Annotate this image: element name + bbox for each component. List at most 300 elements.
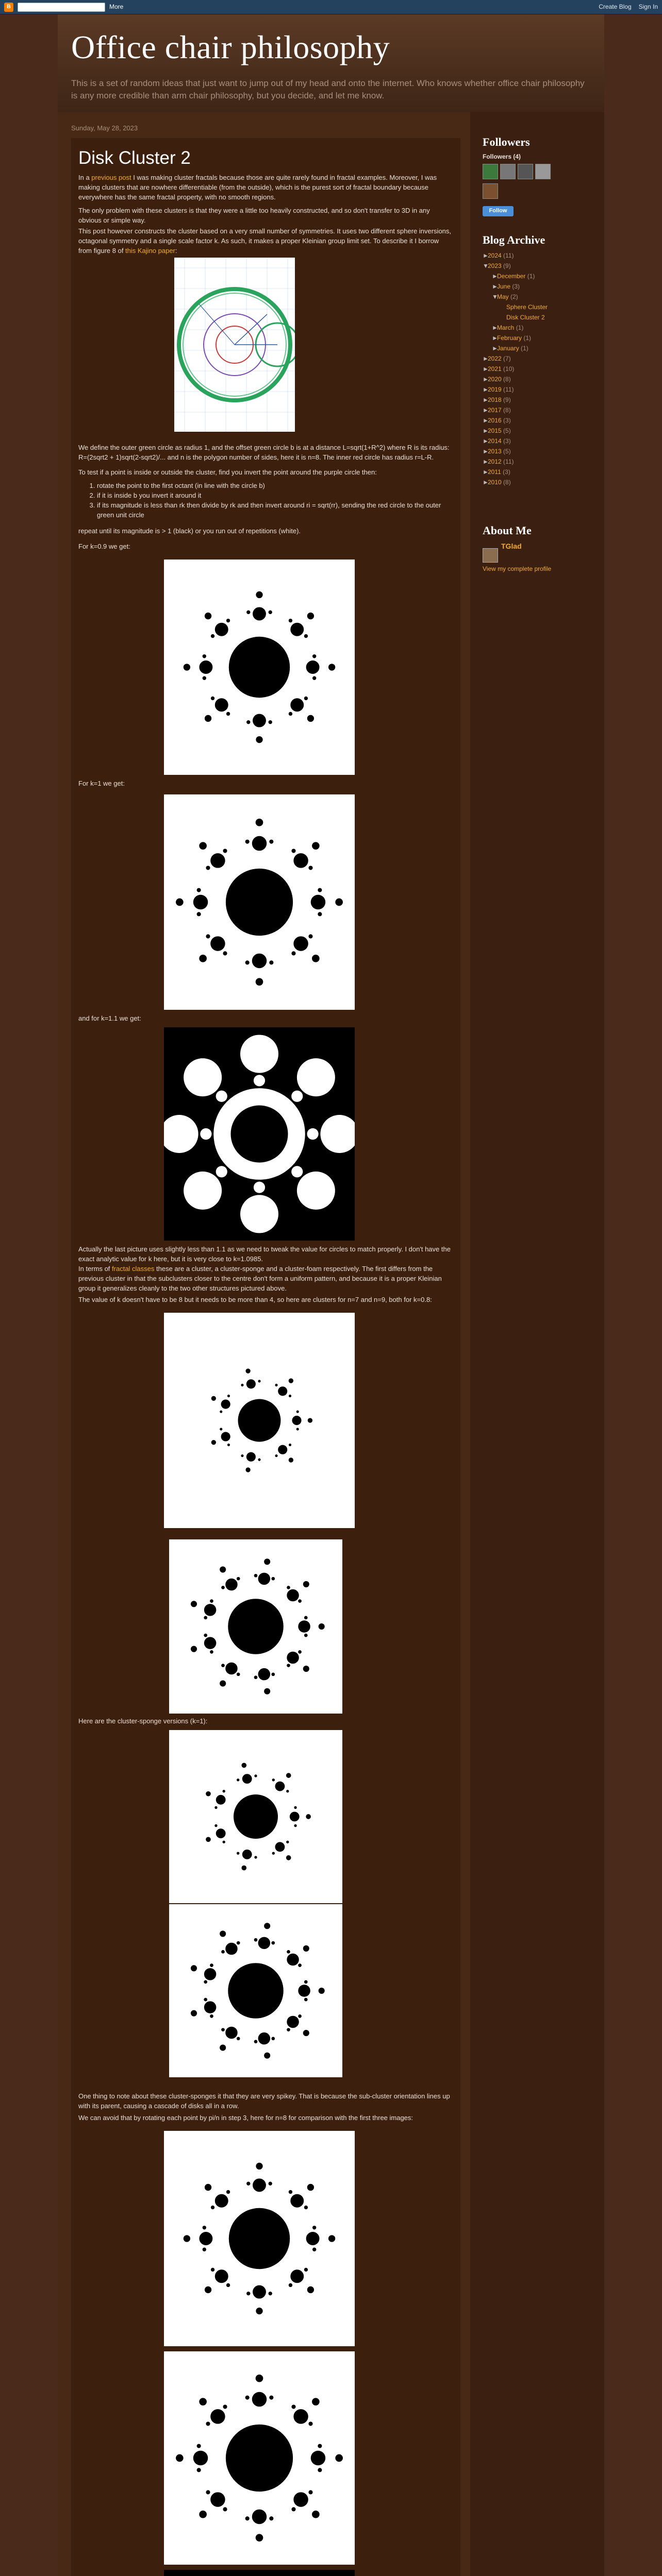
archive-toggle-icon[interactable]: ► [483,417,489,424]
followers-count: Followers (4) [483,153,521,160]
archive-count: (3) [503,468,510,476]
fractal-disk [335,2454,343,2462]
fractal-disk [241,1454,243,1457]
fractal-disk [214,1824,217,1827]
fractal-disk [242,1850,252,1859]
archive-item[interactable] [492,324,523,332]
fractal-disk [289,712,292,716]
fractal-disk [269,960,273,964]
previous-post-link[interactable]: previous post [91,174,131,181]
fractal-disk [264,1558,270,1565]
fractal-disk [287,1589,299,1602]
fractal-disk [254,1856,257,1858]
fractal-disk [256,2308,262,2314]
more-menu[interactable]: More [109,3,124,10]
archive-count: (1) [523,334,532,342]
fractal-disk [220,1930,226,1937]
fractal-disk [193,895,208,909]
fractal-render [164,1313,355,1528]
archive-link[interactable]: 2019 [488,386,502,393]
fractal-render [164,794,355,1010]
fractal-disk [246,720,250,724]
fractal-disk [269,2292,272,2295]
fractal-disk [287,1954,299,1966]
fractal-disk [216,1166,227,1177]
archive-link[interactable]: March [497,324,515,331]
fractal-disk [298,1599,302,1603]
archive-toggle-icon[interactable]: ► [483,479,489,486]
archive-item[interactable] [483,396,511,404]
fractal-disk [298,1620,310,1633]
archive-item[interactable] [492,272,535,281]
fractal-disk [199,2232,212,2245]
fractal-disk [228,1599,284,1654]
archive-toggle-icon[interactable]: ► [483,365,489,372]
fractal-disk [197,888,201,892]
archive-link[interactable]: December [497,273,526,280]
fractal-disk [304,1616,308,1619]
fractal-disk [240,1035,278,1073]
fractal-disk [223,849,227,853]
archive-item[interactable] [483,365,514,374]
fractal-disk [271,1672,275,1676]
archive-link[interactable]: 2015 [488,427,502,434]
archive-item[interactable] [483,437,511,446]
fractal-disk [221,1950,225,1954]
archive-toggle-icon[interactable]: ► [492,273,498,280]
archive-link[interactable]: 2017 [488,406,502,414]
cluster-image-k1[interactable] [164,794,355,1010]
fractal-disk [291,1091,303,1102]
paragraph: We can avoid that by rotating each point by pi/n in step 3, here for n=8 for comparison with the first three images: [78,2114,413,2122]
fractal-disk [206,1837,211,1842]
fractal-disk [215,623,228,636]
paragraph: This post however constructs the cluster based on a very small number of symmetries. It uses two different sphere inversions, octagonal symmetry and a single scale factor k. As such, it makes a proper Kleinian group limit set. To describe it I borrow from figure 8 of this Kajino paper: [78,227,452,255]
fractal-disk [191,1646,197,1652]
cluster-sponge-image-n9[interactable] [169,1904,342,2077]
fractal-disk [303,1945,309,1952]
archive-link[interactable]: 2021 [488,365,502,372]
avatar[interactable] [518,164,533,179]
fractal-disk [291,849,295,853]
fractal-disk [197,2444,201,2448]
archive-item[interactable] [483,427,511,435]
fractal-disk [308,866,312,870]
archive-count: (8) [503,376,511,383]
fractal-disk [269,840,273,844]
fractal-disk [287,1652,299,1664]
archive-link[interactable]: 2014 [488,437,502,445]
fractal-disk [221,1399,230,1409]
fractal-disk [312,2226,316,2229]
fractal-disk [210,936,225,951]
fractal-disk [293,936,308,951]
fractal-disk [264,1688,270,1694]
fractal-disk [258,1668,271,1681]
archive-link[interactable]: 2016 [488,417,502,424]
archive-toggle-icon[interactable]: ► [483,448,489,455]
archive-item[interactable] [492,334,531,343]
archive-link[interactable]: 2022 [488,355,502,362]
fractal-disk [254,2040,258,2043]
archive-toggle-icon[interactable]: ► [492,324,498,331]
fractal-disk [199,2398,207,2405]
fractal-disk [223,951,227,955]
avatar[interactable] [535,164,551,179]
step-item: 2. if it is inside b you invert it around it [97,491,453,501]
archive-item[interactable] [483,354,511,363]
fractal-disk [231,1106,288,1163]
archive-toggle-icon[interactable]: ► [483,406,489,414]
fractal-disk [304,1980,308,1984]
fractal-disk [210,853,225,868]
archive-item[interactable] [483,262,511,270]
fractal-disk [269,2396,273,2400]
fractal-disk [291,2507,295,2511]
profile-name[interactable]: TGlad [501,542,522,550]
fractal-disk [291,2404,295,2409]
fractal-disk [245,960,250,964]
paragraph: and for k=1.1 we get: [78,1014,141,1022]
fractal-disk [246,611,250,614]
fractal-disk [211,697,214,700]
archive-toggle-icon[interactable]: ▼ [492,293,498,300]
fractal-classes-link[interactable]: fractal classes [112,1265,155,1273]
archive-item[interactable] [501,313,545,322]
fractal-disk [211,2268,214,2272]
fractal-disk [246,1379,256,1388]
fractal-disk [303,2030,309,2036]
archive-link[interactable]: Disk Cluster 2 [506,314,545,321]
fractal-disk [229,637,290,698]
fractal-disk [307,2286,314,2293]
fractal-disk [211,1396,216,1401]
fractal-disk [254,1182,265,1193]
archive-link[interactable]: 2010 [488,479,502,486]
cluster-image-n7[interactable] [164,1313,355,1528]
fractal-disk [319,1988,325,1994]
fractal-disk [252,2510,267,2524]
fractal-disk [245,1467,250,1472]
fractal-disk [286,1773,291,1778]
archive-link[interactable]: Sphere Cluster [506,303,548,311]
archive-count: (8) [503,406,511,414]
archive-toggle-icon[interactable]: ► [492,283,498,290]
follow-button[interactable]: Follow [483,206,514,216]
archive-toggle-icon[interactable]: ► [483,468,489,476]
archive-count: (1) [521,345,528,352]
fractal-disk [304,1998,308,2002]
fractal-disk [199,660,212,674]
fractal-disk [275,1842,285,1852]
fractal-disk [203,676,206,680]
archive-item[interactable] [483,251,514,260]
fractal-disk [210,2014,213,2018]
archive-toggle-icon[interactable]: ► [483,396,489,403]
fractal-disk [297,1172,335,1210]
cluster-image-n9[interactable] [169,1539,342,1714]
fractal-disk [245,2396,250,2400]
step-item: 3. if its magnitude is less than rk then divide by rk and then invert around ri = sqrt(rr), sending the red circle to the outer green unit circle [97,501,453,520]
fractal-disk [223,2404,227,2409]
fractal-disk [298,1985,310,1997]
blog-title[interactable]: Office chair philosophy [71,29,390,65]
rotated-cluster-image-2[interactable] [164,2351,355,2565]
fractal-disk [254,1938,258,1942]
follower-avatars [483,164,551,179]
fractal-disk [203,2248,206,2251]
fractal-disk [221,1586,225,1589]
rotated-cluster-image-1[interactable] [164,2131,355,2346]
fractal-disk [318,2444,322,2448]
fractal-disk [253,2178,266,2192]
fractal-disk [304,2206,308,2209]
fractal-disk [306,2232,320,2245]
fractal-disk [226,2283,230,2287]
fractal-disk [216,1828,226,1838]
fractal-disk [286,1790,289,1792]
fractal-disk [191,1601,197,1607]
fractal-disk [304,697,308,700]
fractal-disk [287,2016,299,2028]
fractal-disk [303,1581,309,1587]
fractal-disk [290,2194,304,2208]
archive-toggle-icon[interactable]: ► [483,386,489,393]
sign-in-link[interactable]: Sign In [638,3,658,10]
fractal-disk [296,1428,299,1430]
avatar[interactable] [500,164,516,179]
fractal-disk [241,1866,246,1871]
fractal-disk [289,1378,293,1383]
fractal-disk [286,1841,289,1843]
fractal-disk [312,676,316,680]
archive-count: (8) [503,479,511,486]
archive-link[interactable]: January [497,345,519,352]
fractal-disk [318,2468,322,2472]
archive-toggle-icon[interactable]: ▼ [483,262,489,269]
fractal-disk [226,2425,293,2492]
archive-count: (11) [503,386,514,393]
view-profile-link[interactable]: View my complete profile [483,565,552,572]
fractal-disk [210,1599,213,1603]
fractal-disk [289,1395,291,1397]
archive-count: (7) [503,355,511,362]
fractal-disk [312,955,320,962]
avatar[interactable] [483,164,498,179]
fractal-disk [228,1963,284,2019]
fractal-disk [289,1458,293,1462]
fractal-disk [226,619,230,622]
fractal-disk [271,2037,275,2040]
fractal-disk [211,1440,216,1445]
kajino-figure-image[interactable] [174,258,295,432]
archive-toggle-icon[interactable]: ► [492,334,498,342]
archive-link[interactable]: 2012 [488,458,502,465]
archive-count: (1) [516,324,524,331]
fractal-disk [256,736,262,743]
archive-count: (3) [503,437,511,445]
kajino-paper-link[interactable]: this Kajino paper [125,246,175,255]
fractal-disk [264,1923,270,1929]
fractal-disk [290,698,304,711]
blogger-logo-icon[interactable]: B [4,3,13,12]
fractal-disk [307,2184,314,2191]
archive-toggle-icon[interactable]: ► [492,345,498,352]
fractal-disk [318,912,322,916]
fractal-disk [240,1195,278,1233]
archive-toggle-icon[interactable]: ► [483,427,489,434]
fractal-disk [296,1410,299,1413]
fractal-disk [269,611,272,614]
fractal-disk [176,899,184,906]
archive-toggle-icon[interactable]: ► [483,355,489,362]
archive-link[interactable]: 2024 [488,252,502,259]
archive-item[interactable] [492,344,528,353]
archive-item[interactable] [483,468,510,477]
archive-link[interactable]: February [497,334,522,342]
fractal-disk [216,1091,227,1102]
fractal-disk [290,1812,300,1822]
fractal-disk [307,1128,319,1140]
fractal-disk [272,1778,275,1781]
archive-toggle-icon[interactable]: ► [483,437,489,445]
archive-count: (3) [503,417,511,424]
post-title[interactable]: Disk Cluster 2 [78,148,191,168]
fractal-disk [269,2516,273,2520]
fractal-disk [242,1774,252,1784]
archive-count: (9) [503,396,511,403]
fractal-disk [227,1444,230,1446]
fractal-disk [245,840,250,844]
search-input[interactable] [18,3,105,12]
fractal-disk [220,1428,222,1430]
fractal-disk [225,1663,238,1675]
fractal-disk [237,1852,239,1855]
archive-item[interactable] [492,293,518,301]
fractal-disk [237,2037,240,2040]
archive-item[interactable] [483,385,514,394]
fractal-disk [308,2490,312,2494]
fractal-disk [307,715,314,722]
fractal-disk [258,2032,271,2045]
fractal-disk [204,1616,207,1619]
fractal-disk [245,1368,250,1373]
fractal-disk [246,2292,250,2295]
archive-link[interactable]: 2011 [488,468,501,476]
fractal-disk [335,899,343,906]
paragraph: The value of k doesn't have to be 8 but it needs to be more than 4, so here are clusters for n=7 and n=9, both for k=0.8: [78,1296,432,1303]
archive-item[interactable] [501,303,548,312]
fractal-disk [238,1399,281,1442]
archive-link[interactable]: 2023 [488,262,502,269]
archive-item[interactable] [492,282,520,291]
fractal-disk [184,1058,222,1096]
archive-toggle-icon[interactable]: ► [483,376,489,383]
archive-toggle-icon[interactable]: ► [483,458,489,465]
fractal-disk [210,2409,225,2424]
fractal-disk [287,1664,290,1667]
fractal-disk [203,654,206,658]
archive-link[interactable]: 2013 [488,448,502,455]
fractal-disk [211,634,214,638]
fractal-disk [200,1128,211,1140]
fractal-disk [312,842,320,850]
fractal-disk [289,619,292,622]
fractal-disk [312,2398,320,2405]
fractal-disk [254,1075,265,1086]
main-column [58,112,470,2576]
cluster-image-k09[interactable] [164,560,355,775]
archive-item[interactable] [483,416,511,425]
cluster-sponge-image-n7[interactable] [169,1730,342,1903]
fractal-disk [306,660,320,674]
fractal-disk [193,2451,208,2465]
post [71,138,460,2576]
fractal-disk [254,1774,257,1777]
fractal-disk [269,720,272,724]
fractal-disk [278,1445,287,1454]
rotated-cluster-image-3[interactable] [164,2570,355,2576]
fractal-disk [254,1675,258,1679]
fractal-disk [312,2511,320,2518]
fractal-disk [214,1806,217,1809]
fractal-disk [237,1577,240,1581]
fractal-disk [223,1841,225,1843]
fractal-disk [197,2468,201,2472]
archive-item[interactable] [483,375,511,384]
fractal-disk [223,1790,225,1792]
fractal-disk [210,1963,213,1967]
create-blog-link[interactable]: Create Blog [599,3,632,10]
step-item: 1. rotate the point to the first octant (in line with the circle b) [97,481,453,491]
fractal-disk [206,866,210,870]
archive-link[interactable]: May [497,293,509,300]
archive-item[interactable] [483,406,511,415]
fractal-disk [237,1672,240,1676]
archive-item[interactable] [483,478,511,487]
fractal-disk [294,1806,296,1809]
fractal-disk [206,2490,210,2494]
profile-avatar[interactable] [483,548,498,563]
archive-link[interactable]: 2020 [488,376,502,383]
fractal-disk [227,1395,230,1397]
steps-list [78,481,453,520]
paragraph: repeat until its magnitude is > 1 (black) or you run out of repetitions (white). [78,527,301,535]
fractal-disk [211,2206,214,2209]
fractal-disk [226,712,230,716]
archive-link[interactable]: 2018 [488,396,502,403]
archive-count: (10) [503,365,515,372]
fractal-disk [215,2194,228,2208]
archive-item[interactable] [483,457,514,466]
archive-item[interactable] [483,447,511,456]
paragraph: In a previous post I was making cluster fractals because those are quite rarely found in fractal examples. Moreover, I was making clusters that are nowhere differentiable (from the outside), which is the purest sort of fractal boundary because everywhere has the same fractal property, with no smooth regions. [78,174,437,201]
archive-count: (11) [503,458,514,465]
fractal-disk [225,2027,238,2039]
fractal-disk [298,1650,302,1654]
fractal-disk [220,2045,226,2051]
fractal-disk [287,2028,290,2031]
fractal-disk [191,2010,197,2016]
archive-toggle-icon[interactable]: ► [483,252,489,259]
fractal-disk [226,2190,230,2194]
fractal-disk [256,591,262,598]
cluster-image-k11[interactable] [164,1027,355,1241]
archive-count: (3) [512,283,520,290]
archive-link[interactable]: June [497,283,511,290]
paragraph: For k=0.9 we get: [78,543,130,550]
avatar[interactable] [483,183,498,199]
